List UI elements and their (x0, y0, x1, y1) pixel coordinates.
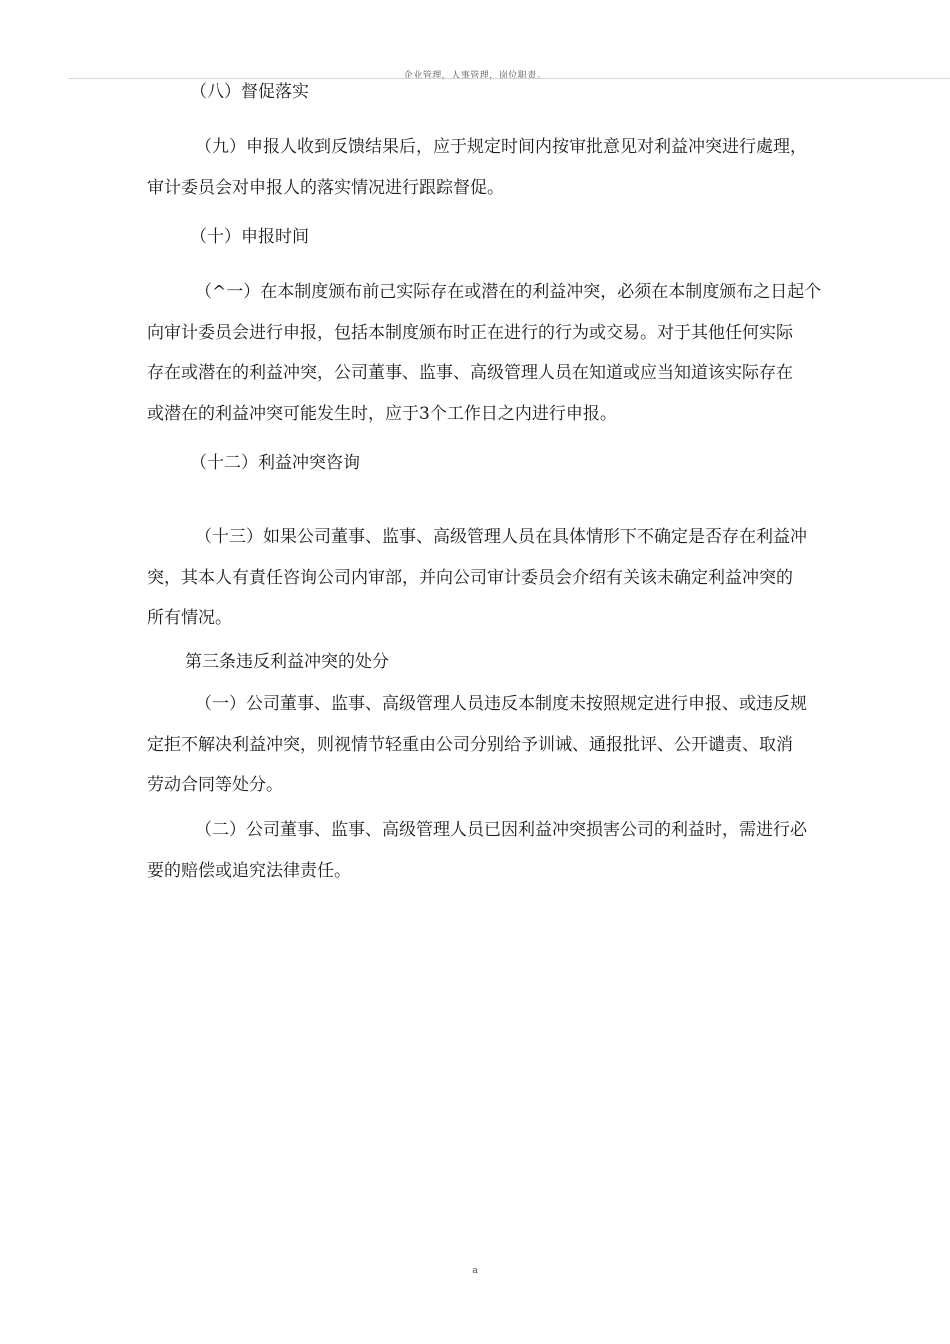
article-3-title: 第三条违反利益冲突的处分 (185, 652, 389, 672)
page-header-text: 企业管理，人事管理，岗位职责。 (403, 71, 547, 81)
paragraph-line: 定拒不解决利益冲突，则视情节轻重由公司分别给予训诫、通报批评、公开谴责、取消 (147, 734, 793, 755)
page-footer-mark: a (472, 1266, 478, 1276)
paragraph-item-11 (147, 272, 887, 434)
paragraph-article-3-item-1 (147, 684, 887, 806)
heading-item-12: （十二）利益冲突咨询 (190, 453, 360, 473)
paragraph-line: （九）申报人收到反馈结果后，应于规定时间内按审批意见对利益冲突进行處理， (195, 137, 807, 157)
heading-item-8: （八）督促落实 (190, 82, 309, 102)
header-divider (68, 78, 950, 79)
paragraph-line: 向审计委员会进行申报，包括本制度颁布时正在进行的行为或交易。对于其他任何实际 (147, 322, 793, 343)
paragraph-line: （一）公司董事、监事、高级管理人员违反本制度未按照规定进行申报、或违反规 (195, 694, 807, 714)
paragraph-line: 存在或潜在的利益冲突，公司董事、监事、高级管理人员在知道或应当知道该实际存在 (147, 363, 793, 383)
paragraph-line: 或潜在的利益冲突可能发生时，应于3个工作日之内进行申报。 (147, 403, 617, 424)
paragraph-line: （二）公司董事、监事、高级管理人员已因利益冲突损害公司的利益时，需进行必 (195, 820, 807, 840)
heading-item-10: （十）申报时间 (190, 227, 309, 247)
paragraph-article-3-item-2 (147, 810, 887, 891)
paragraph-line: 要的赔偿或追究法律责任。 (147, 860, 351, 881)
paragraph-line: 审计委员会对申报人的落实情况进行跟踪督促。 (147, 177, 504, 198)
paragraph-item-13 (147, 517, 887, 639)
paragraph-item-9 (147, 127, 887, 208)
paragraph-line: （^一）在本制度颁布前己实际存在或潜在的利益冲突，必须在本制度颁布之日起个 (195, 282, 822, 302)
paragraph-line: 劳动合同等处分。 (147, 775, 283, 795)
paragraph-line: 突，其本人有責任咨询公司内审部，并向公司审计委员会介绍有关该未确定利益冲突的 (147, 567, 793, 588)
paragraph-line: （十三）如果公司董事、监事、高级管理人员在具体情形下不确定是否存在利益冲 (195, 527, 807, 547)
paragraph-line: 所有情况。 (147, 608, 232, 628)
